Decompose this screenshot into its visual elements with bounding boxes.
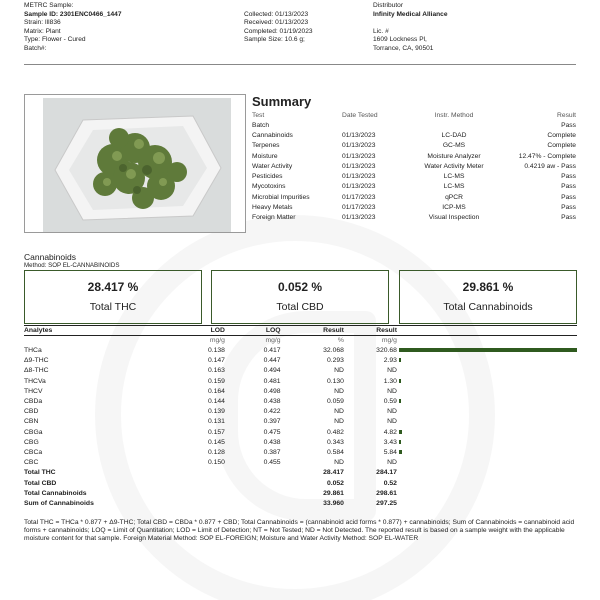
col-result-pct: Result — [281, 326, 344, 336]
analyte-result-mg: ND — [387, 367, 397, 375]
summary-date: 01/13/2023 — [342, 131, 376, 139]
summary-date: 01/13/2023 — [342, 152, 376, 160]
total-loq — [225, 468, 281, 478]
analyte-level-bar — [399, 379, 401, 383]
summary-result: Pass — [561, 193, 576, 201]
summary-row — [252, 141, 576, 151]
analyte-bar-cell — [397, 386, 577, 396]
analyte-level-bar — [399, 358, 401, 362]
summary-row — [252, 202, 576, 212]
summary-method: Visual Inspection — [428, 214, 480, 222]
analyte-row — [24, 458, 577, 468]
summary-date — [338, 120, 408, 130]
analyte-lod: 0.147 — [207, 357, 225, 365]
summary-result: Pass — [561, 173, 576, 181]
total-bar-cell — [397, 468, 577, 478]
analyte-lod: 0.164 — [207, 387, 225, 395]
analyte-row — [24, 386, 577, 396]
analyte-row — [24, 407, 577, 417]
analyte-result-mg: ND — [387, 408, 397, 416]
summary-test: Heavy Metals — [252, 204, 293, 212]
metrc-label: METRC Sample: — [24, 2, 74, 9]
total-thc-box — [24, 270, 202, 324]
analyte-result-mg: 1.30 — [383, 377, 397, 385]
cannabinoids-title: Cannabinoids — [24, 252, 76, 262]
analyte-result-pct: ND — [334, 367, 344, 375]
summary-date: 01/13/2023 — [342, 183, 376, 191]
analyte-lod: 0.131 — [207, 418, 225, 426]
analyte-loq: 0.422 — [263, 408, 281, 416]
total-name: Total THC — [24, 469, 56, 477]
summary-test: Microbial Impurities — [252, 193, 310, 201]
summary-col-method: Instr. Method — [434, 111, 474, 119]
total-cbd-value: 0.052 % — [277, 280, 323, 294]
total-row — [24, 488, 577, 498]
total-name: Total CBD — [24, 479, 57, 487]
summary-method: LC-DAD — [441, 131, 467, 139]
summary-title: Summary — [252, 94, 312, 109]
analyte-result-mg: 3.43 — [383, 438, 397, 446]
analyte-bar-cell — [397, 396, 577, 406]
analyte-level-bar — [399, 348, 577, 352]
analyte-loq: 0.438 — [263, 438, 281, 446]
analyte-name: CBC — [24, 459, 39, 467]
analyte-name: CBDa — [24, 398, 43, 406]
analyte-bar-cell — [397, 437, 577, 447]
total-cannabinoids-value: 29.861 % — [462, 280, 514, 294]
sample-photo — [24, 94, 246, 233]
analyte-name: CBN — [24, 418, 39, 426]
analyte-result-pct: 0.584 — [326, 448, 344, 456]
summary-date: 01/13/2023 — [342, 162, 376, 170]
analyte-lod: 0.128 — [207, 448, 225, 456]
strain: Strain: Ill836 — [24, 19, 61, 26]
analyte-result-pct: ND — [334, 459, 344, 467]
total-result-pct: 28.417 — [323, 469, 344, 477]
analyte-lod: 0.157 — [207, 428, 225, 436]
address-line-1: 1609 Lockness Pl, — [373, 36, 427, 43]
summary-col-date: Date Tested — [342, 111, 378, 119]
summary-test: Cannabinoids — [252, 131, 293, 139]
analyte-result-pct: ND — [334, 387, 344, 395]
summary-row — [252, 130, 576, 140]
summary-method: ICP-MS — [442, 204, 466, 212]
total-result-mg: 297.25 — [376, 499, 397, 507]
analyte-result-pct: 0.059 — [326, 398, 344, 406]
total-cannabinoids-box — [399, 270, 577, 324]
summary-method: qPCR — [445, 193, 463, 201]
summary-col-result: Result — [557, 111, 576, 119]
analyte-loq: 0.417 — [263, 347, 281, 355]
col-analytes: Analytes — [24, 326, 143, 336]
analyte-name: CBGa — [24, 428, 43, 436]
cannabis-bowl-image — [43, 98, 231, 232]
analyte-name: CBG — [24, 438, 39, 446]
total-cannabinoids-label: Total Cannabinoids — [443, 301, 533, 313]
total-name: Total Cannabinoids — [24, 489, 87, 497]
col-lod: LOD — [143, 326, 225, 336]
summary-method: LC-MS — [443, 173, 465, 181]
summary-test: Water Activity — [252, 162, 293, 170]
received-date: Received: 01/13/2023 — [244, 19, 309, 26]
summary-test: Batch — [252, 121, 270, 129]
analyte-row — [24, 427, 577, 437]
analyte-bar-cell — [397, 417, 577, 427]
analyte-result-mg: 4.82 — [383, 428, 397, 436]
license-number: Lic. # — [373, 27, 389, 35]
sample-info — [24, 2, 122, 53]
analyte-bar-cell — [397, 447, 577, 457]
summary-method: Water Activity Meter — [424, 162, 484, 170]
analyte-result-pct: ND — [334, 418, 344, 426]
cannabinoids-method: Method: SOP EL-CANNABINOIDS — [24, 262, 120, 269]
unit-lod: mg/g — [209, 337, 225, 345]
analyte-result-pct: 0.343 — [326, 438, 344, 446]
analyte-bar-cell — [397, 356, 577, 366]
summary-test: Mycotoxins — [252, 183, 286, 191]
analyte-result-pct: 0.130 — [326, 377, 344, 385]
analyte-loq: 0.397 — [263, 418, 281, 426]
sample-size: Sample Size: 10.6 g; — [244, 36, 305, 43]
summary-method: GC-MS — [442, 142, 466, 150]
total-loq — [225, 498, 281, 508]
summary-date: 01/13/2023 — [342, 214, 376, 222]
analyte-row — [24, 437, 577, 447]
analyte-level-bar — [399, 430, 402, 434]
analyte-loq: 0.447 — [263, 357, 281, 365]
batch-number: Batch#: — [24, 44, 47, 52]
total-cbd-label: Total CBD — [276, 301, 324, 313]
analyte-result-pct: 0.293 — [326, 357, 344, 365]
analyte-row — [24, 366, 577, 376]
analyte-loq: 0.455 — [263, 459, 281, 467]
summary-date: 01/13/2023 — [342, 173, 376, 181]
summary-date: 01/17/2023 — [342, 204, 376, 212]
analyte-result-pct: 0.482 — [326, 428, 344, 436]
sample-id: Sample ID: 2301ENC0466_1447 — [24, 10, 122, 18]
analyte-name: THCa — [24, 347, 42, 355]
analyte-lod: 0.138 — [207, 347, 225, 355]
unit-pct: % — [337, 337, 344, 345]
summary-test: Moisture — [252, 152, 278, 160]
total-name: Sum of Cannabinoids — [24, 499, 94, 507]
col-result-mg: Result — [344, 326, 397, 336]
summary-row — [252, 151, 576, 161]
total-result-mg: 0.52 — [383, 479, 397, 487]
analyte-lod: 0.150 — [207, 459, 225, 467]
summary-result: Pass — [561, 183, 576, 191]
analyte-level-bar — [399, 440, 401, 444]
summary-test: Foreign Matter — [252, 214, 296, 222]
unit-loq: mg/g — [265, 337, 281, 345]
total-bar-cell — [397, 478, 577, 488]
total-cbd-box — [211, 270, 389, 324]
units-row — [24, 336, 577, 346]
summary-col-test: Test — [252, 111, 265, 119]
analyte-result-mg: ND — [387, 387, 397, 395]
total-loq — [225, 478, 281, 488]
analyte-bar-cell — [397, 346, 577, 356]
analyte-loq: 0.387 — [263, 448, 281, 456]
total-result-mg: 284.17 — [376, 469, 397, 477]
summary-test: Pesticides — [252, 173, 283, 181]
total-row — [24, 498, 577, 508]
summary-method: Moisture Analyzer — [427, 152, 481, 160]
col-loq: LOQ — [225, 326, 281, 336]
analyte-name: Δ9-THC — [24, 357, 49, 365]
analyte-row — [24, 346, 577, 356]
cannabinoid-analytes-table — [24, 325, 577, 509]
analyte-result-mg: 5.84 — [383, 448, 397, 456]
date-info — [244, 2, 313, 45]
summary-row — [252, 120, 576, 130]
analyte-name: CBD — [24, 408, 39, 416]
analyte-name: Δ8-THC — [24, 367, 49, 375]
summary-result: Pass — [561, 214, 576, 222]
completed-date: Completed: 01/19/2023 — [244, 27, 313, 35]
footnote: Total THC = THCa * 0.877 + Δ9-THC; Total CBD = CBDa * 0.877 + CBD; Total Cannabinoids = (cannabinoid acid forms * 0.877) + cannabinoids; Sum of Cannabinoids = cannabinoid acid forms + cannabinoids; LOQ = Limit of Quantitation; LOD = Limit of Detection; NT = Not Tested; ND = Not Detected. The reported result is based on a sample weight with the applicable moisture content for that sample. Foreign Material Method: SOP EL-FOREIGN; Moisture and Water Activity Method: SOP EL-WATER — [24, 519, 575, 543]
summary-method — [408, 120, 500, 130]
analyte-result-pct: ND — [334, 408, 344, 416]
total-result-mg: 298.61 — [376, 489, 397, 497]
analyte-bar-cell — [397, 458, 577, 468]
distributor-label: Distributor — [373, 2, 404, 9]
summary-row — [252, 213, 576, 223]
report-header — [24, 0, 576, 62]
analyte-level-bar — [399, 399, 401, 403]
summary-date: 01/13/2023 — [342, 142, 376, 150]
total-row — [24, 468, 577, 478]
analyte-result-mg: 2.93 — [383, 357, 397, 365]
analyte-loq: 0.494 — [263, 367, 281, 375]
analyte-result-mg: 320.68 — [376, 347, 397, 355]
analyte-lod: 0.159 — [207, 377, 225, 385]
summary-result: Pass — [561, 204, 576, 212]
col-bar — [397, 326, 577, 336]
sample-type: Type: Flower - Cured — [24, 36, 86, 43]
analyte-result-pct: 32.068 — [323, 347, 344, 355]
summary-row — [252, 171, 576, 181]
analyte-bar-cell — [397, 376, 577, 386]
summary-test: Terpenes — [252, 142, 280, 150]
analyte-row — [24, 417, 577, 427]
summary-result: 0.4219 aw - Pass — [524, 162, 576, 170]
summary-result: Pass — [561, 121, 576, 129]
summary-date: 01/17/2023 — [342, 193, 376, 201]
summary-table — [252, 110, 576, 223]
analyte-name: THCVa — [24, 377, 46, 385]
total-thc-value: 28.417 % — [87, 280, 139, 294]
analyte-row — [24, 376, 577, 386]
distributor-name: Infinity Medical Alliance — [373, 10, 448, 18]
analyte-loq: 0.481 — [263, 377, 281, 385]
total-result-pct: 29.861 — [323, 489, 344, 497]
summary-result: 12.47% - Complete — [518, 152, 576, 160]
summary-row — [252, 192, 576, 202]
analyte-lod: 0.145 — [207, 438, 225, 446]
analyte-level-bar — [399, 450, 402, 454]
analyte-lod: 0.144 — [207, 398, 225, 406]
header-divider — [24, 64, 576, 65]
analyte-loq: 0.438 — [263, 398, 281, 406]
analyte-loq: 0.475 — [263, 428, 281, 436]
analyte-result-mg: ND — [387, 418, 397, 426]
analyte-row — [24, 447, 577, 457]
analyte-bar-cell — [397, 407, 577, 417]
summary-result: Complete — [547, 142, 576, 150]
distributor-info — [373, 2, 448, 53]
address-line-2: Torrance, CA, 90501 — [373, 44, 434, 52]
total-lod — [143, 478, 225, 488]
summary-row — [252, 182, 576, 192]
summary-method: LC-MS — [443, 183, 465, 191]
collected-date: Collected: 01/13/2023 — [244, 10, 309, 18]
summary-row — [252, 161, 576, 171]
total-thc-label: Total THC — [89, 301, 137, 313]
total-lod — [143, 488, 225, 498]
analyte-lod: 0.163 — [207, 367, 225, 375]
analyte-bar-cell — [397, 366, 577, 376]
total-row — [24, 478, 577, 488]
total-bar-cell — [397, 498, 577, 508]
analyte-row — [24, 356, 577, 366]
summary-result: Complete — [547, 131, 576, 139]
analyte-lod: 0.139 — [207, 408, 225, 416]
total-result-pct: 33.960 — [323, 499, 344, 507]
summary-section — [252, 94, 576, 223]
analyte-loq: 0.498 — [263, 387, 281, 395]
analyte-result-mg: 0.59 — [383, 398, 397, 406]
analyte-result-mg: ND — [387, 459, 397, 467]
analyte-row — [24, 396, 577, 406]
total-result-pct: 0.052 — [326, 479, 344, 487]
total-bar-cell — [397, 488, 577, 498]
analyte-name: CBCa — [24, 448, 43, 456]
total-lod — [143, 498, 225, 508]
analyte-bar-cell — [397, 427, 577, 437]
unit-mg: mg/g — [381, 337, 397, 345]
analyte-name: THCV — [24, 387, 43, 395]
total-loq — [225, 488, 281, 498]
total-lod — [143, 468, 225, 478]
matrix: Matrix: Plant — [24, 27, 61, 35]
